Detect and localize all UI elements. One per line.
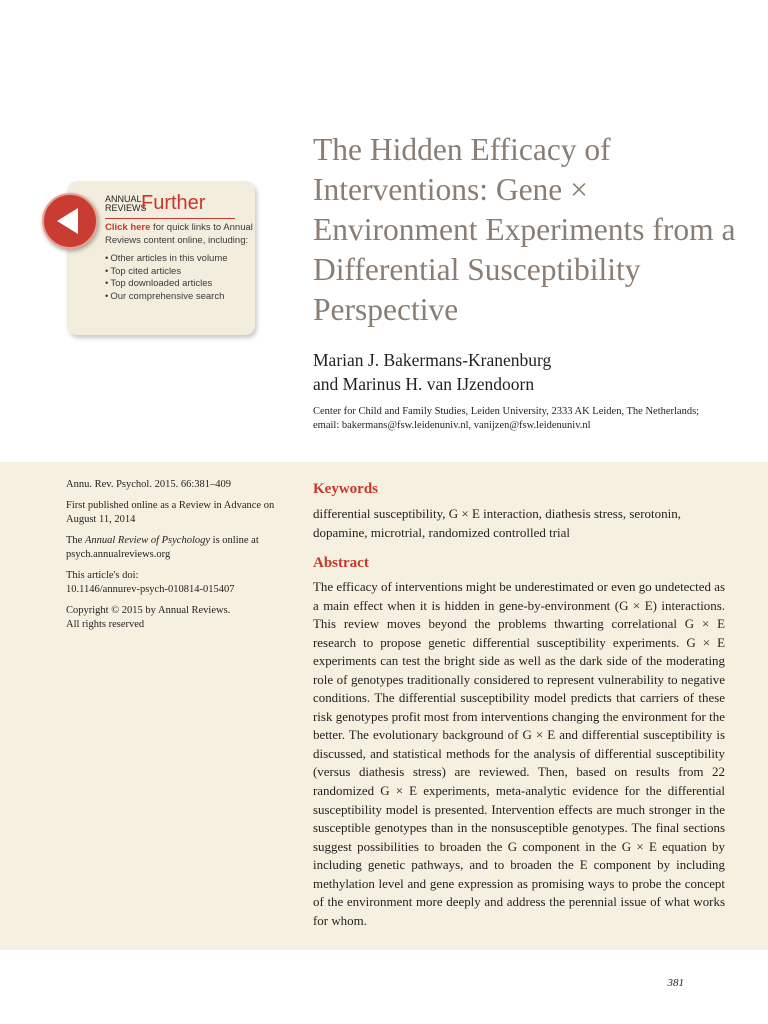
- link-comprehensive-search[interactable]: • Our comprehensive search: [105, 291, 255, 304]
- link-top-cited[interactable]: • Top cited articles: [105, 266, 255, 279]
- authors-line-2: and Marinus H. van IJzendoorn: [313, 374, 535, 394]
- affiliation: [313, 405, 733, 433]
- article-metadata: [66, 478, 286, 639]
- annual-reviews-label: ANNUAL REVIEWS: [105, 194, 147, 213]
- link-top-downloaded[interactable]: • Top downloaded articles: [105, 278, 255, 291]
- affiliation-line-2: email: bakermans@fsw.leidenuniv.nl, vanijzen@fsw.leidenuniv.nl: [313, 420, 591, 431]
- further-brand: [105, 193, 250, 213]
- keywords-text: differential susceptibility, G × E interaction, diathesis stress, serotonin, dopamine, microtrial, randomized controlled trial: [313, 506, 682, 540]
- abstract-heading: Abstract: [313, 555, 369, 571]
- further-intro: for quick links to Annual Reviews content online, including:: [105, 222, 253, 246]
- further-divider: [105, 218, 235, 219]
- doi-block: [66, 569, 286, 597]
- further-links: [105, 253, 255, 303]
- journal-name: Annual Review of Psychology: [84, 535, 211, 546]
- keywords-heading: Keywords: [313, 481, 378, 497]
- page-number: 381: [667, 977, 684, 989]
- online-note: The Annual Review of Psychology is online at psych.annualreviews.org: [66, 535, 259, 560]
- link-other-articles[interactable]: • Other articles in this volume: [105, 253, 255, 266]
- further-description: [105, 222, 255, 303]
- abstract-text: The efficacy of interventions might be underestimated or even go undetected as a main effect when it is hidden in gene-by-environment (G × E) interactions. This review moves beyond the problems thwarting correlational G × E research to propose genetic differential susceptibility experiments. G × E experiments can test the bright side as well as the dark side of the moderating role of genotypes traditionally considered to represent vulnerability to negative conditions. The differential susceptibility model predicts that carriers of these risk genotypes profit most from interventions changing the environment for the better. The evolutionary background of G × E and differential susceptibility is discussed, and statistical methods for the analysis of differential susceptibility (versus diathesis stress) are reviewed. Then, based on results from 22 randomized G × E experiments, meta-analytic evidence for the differential susceptibility model is presented. Intervention effects are much stronger in the susceptible genotypes than in the nonsusceptible genotypes. The final sections suggest possibilities to broaden the G component in the G × E equation by including genetic pathways, and to broaden the E component by including methylation level and gene expression as promising ways to probe the concept of the environment more deeply and address the perennial issue of what works for whom.: [313, 579, 725, 928]
- further-title: Further: [141, 192, 206, 214]
- doi[interactable]: 10.1146/annurev-psych-010814-015407: [66, 584, 235, 595]
- click-here-link[interactable]: Click here: [105, 222, 151, 233]
- authors: [313, 348, 733, 396]
- play-arrow-icon: [44, 195, 96, 247]
- further-link-button[interactable]: [42, 193, 98, 249]
- doi-label: This article's doi:: [66, 570, 139, 581]
- copyright: Copyright © 2015 by Annual Reviews. All rights reserved: [66, 605, 231, 630]
- article-title: The Hidden Efficacy of Interventions: Gene × Environment Experiments from a Differential Susceptibility Perspective: [313, 132, 736, 327]
- first-published: First published online as a Review in Advance on August 11, 2014: [66, 500, 275, 525]
- authors-line-1: Marian J. Bakermans-Kranenburg: [313, 350, 552, 370]
- citation: Annu. Rev. Psychol. 2015. 66:381–409: [66, 479, 231, 490]
- affiliation-line-1: Center for Child and Family Studies, Leiden University, 2333 AK Leiden, The Netherlands;: [313, 406, 700, 417]
